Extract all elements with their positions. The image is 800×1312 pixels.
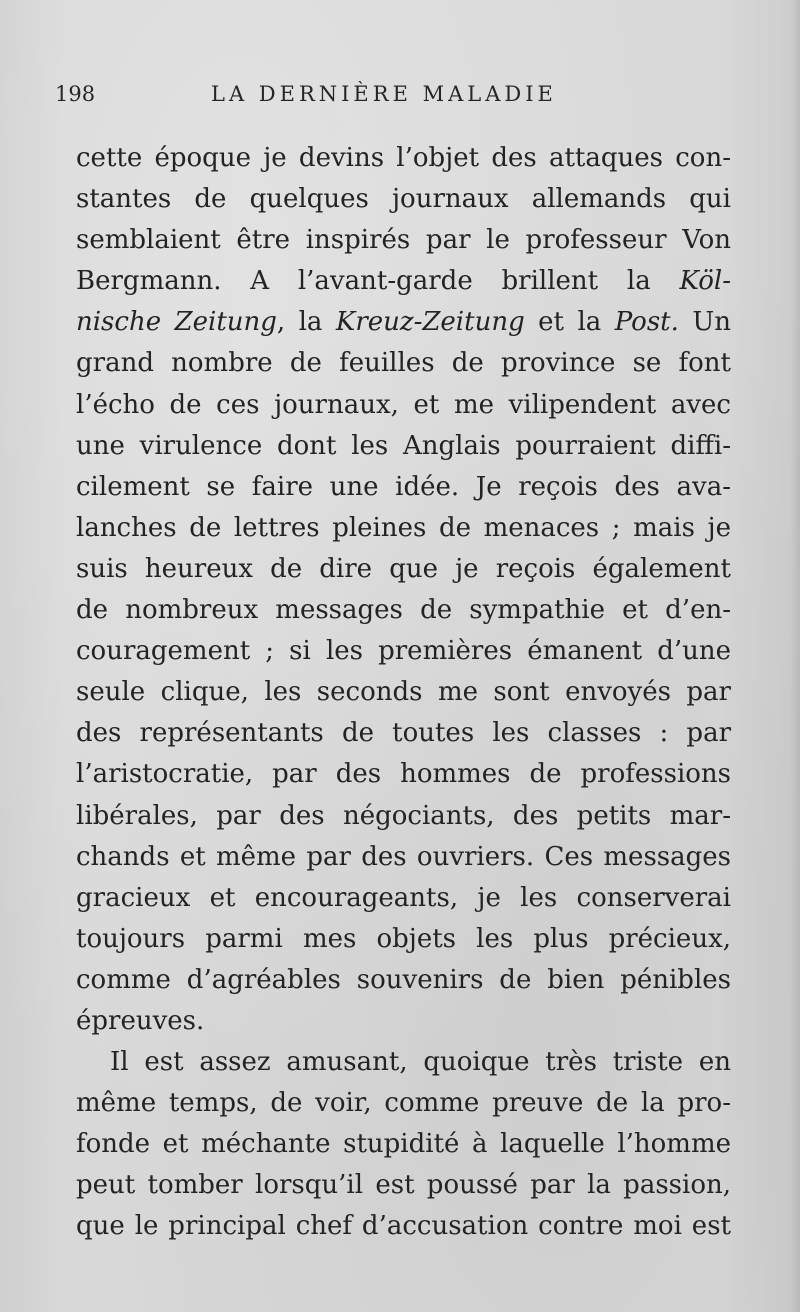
text-line (76, 1042, 731, 1083)
text-line (76, 713, 731, 754)
text-segment: cette époque je devins l’objet des attaques con- (76, 143, 731, 173)
text-segment: comme d’agréables souvenirs de bien pénibles (76, 964, 731, 995)
text-line (76, 796, 731, 837)
page-edge-shadow (790, 0, 800, 1312)
text-segment: de nombreux messages de sympathie et d’en- (76, 595, 731, 626)
text-line (76, 261, 731, 302)
text-line (76, 426, 731, 467)
text-line (76, 754, 731, 795)
text-segment: l’aristocratie, par des hommes de professions (76, 759, 731, 790)
text-segment: Il est assez amusant, quoique très triste en (110, 1047, 731, 1078)
text-line (76, 837, 731, 878)
text-segment: lanches de lettres pleines de menaces ; mais je (76, 512, 731, 543)
text-line (76, 549, 731, 590)
text-segment: gracieux et encourageants, je les conserverai (76, 882, 731, 913)
text-segment: , la (276, 307, 336, 338)
text-line (76, 343, 731, 384)
text-line (76, 960, 731, 1001)
text-line (76, 1165, 731, 1206)
text-line (76, 138, 731, 179)
text-segment: seule clique, les seconds me sont envoyés par (76, 677, 731, 708)
text-line (76, 919, 731, 960)
text-segment: Bergmann. A l’avant-garde brillent la (76, 266, 680, 297)
text-line (76, 385, 731, 426)
running-header (55, 82, 755, 118)
text-segment: grand nombre de feuilles de province se font (76, 348, 731, 379)
text-line (76, 1083, 731, 1124)
text-segment: stantes de quelques journaux allemands qui (76, 184, 731, 215)
text-segment: couragement ; si les premières émanent d’une (76, 636, 731, 667)
text-line (76, 1124, 731, 1165)
italic-text-segment: Köl- (679, 266, 731, 297)
italic-text-segment: nische Zeitung (76, 307, 277, 338)
text-segment: une virulence dont les Anglais pourraient diffi- (76, 430, 731, 461)
text-segment: cilement se faire une idée. Je reçois des ava- (76, 471, 731, 502)
page-number: 198 (55, 82, 96, 106)
italic-text-segment: Post. (614, 307, 679, 338)
text-segment: chands et même par des ouvriers. Ces messages (76, 841, 731, 872)
running-title: LA DERNIÈRE MALADIE (211, 82, 557, 106)
text-line (76, 302, 731, 343)
text-segment: même temps, de voir, comme preuve de la pro- (76, 1088, 731, 1119)
text-line (76, 1001, 731, 1042)
text-segment: des représentants de toutes les classes : par (76, 718, 731, 749)
text-segment: libérales, par des négociants, des petits mar- (76, 800, 731, 831)
text-line (76, 220, 731, 261)
text-line (76, 467, 731, 508)
text-segment: toujours parmi mes objets les plus précieux, (76, 923, 731, 954)
text-line (76, 631, 731, 672)
text-segment: fonde et méchante stupidité à laquelle l’homme (76, 1129, 731, 1160)
italic-text-segment: Kreuz-Zeitung (335, 307, 525, 338)
text-line (76, 1206, 731, 1247)
text-line (76, 179, 731, 220)
text-segment: suis heureux de dire que je reçois également (76, 553, 731, 584)
text-segment: Un (678, 307, 731, 338)
body-text (76, 138, 731, 1248)
text-segment: et la (524, 307, 615, 338)
text-line (76, 878, 731, 919)
text-line (76, 508, 731, 549)
text-segment: que le principal chef d’accusation contre moi est (76, 1211, 731, 1242)
text-segment: l’écho de ces journaux, et me vilipendent avec (76, 389, 731, 420)
text-segment: peut tomber lorsqu’il est poussé par la passion, (76, 1170, 731, 1201)
text-line (76, 590, 731, 631)
text-segment: épreuves. (76, 1005, 205, 1036)
text-segment: semblaient être inspirés par le professeur Von (76, 225, 731, 256)
text-line (76, 672, 731, 713)
